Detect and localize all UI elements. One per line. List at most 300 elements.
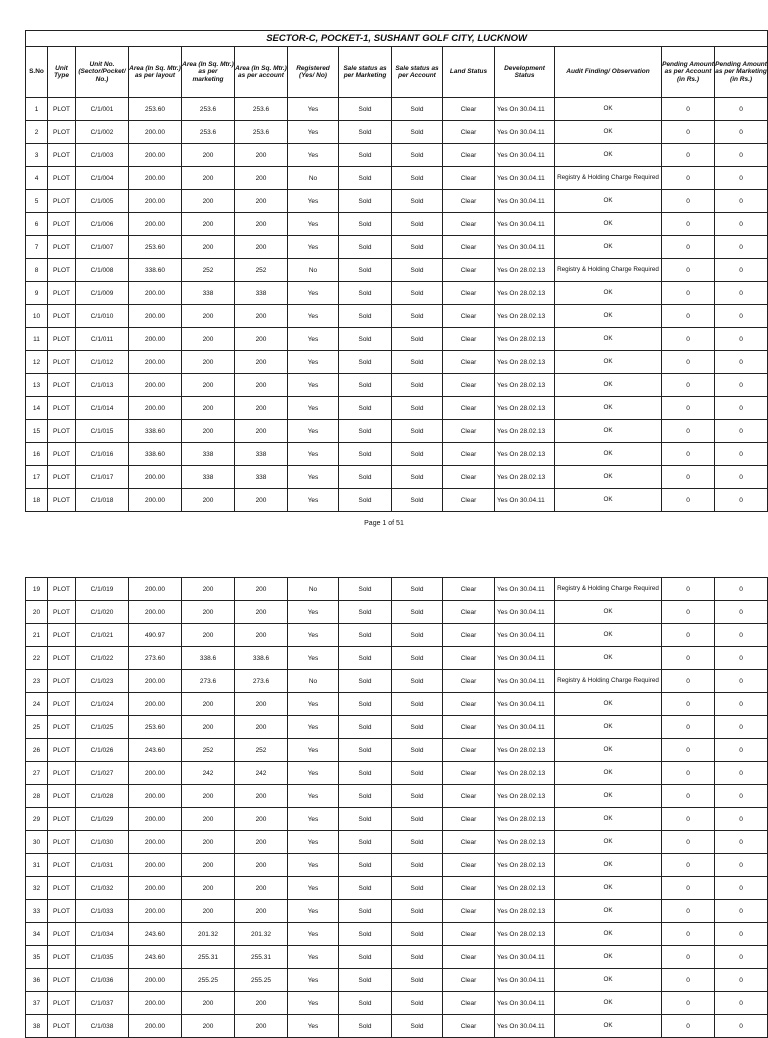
serial-no-cell: 28 <box>26 785 48 808</box>
development-status-cell: Yes On 28.02.13 <box>495 808 555 831</box>
land-status-cell: Clear <box>443 969 495 992</box>
table-row <box>26 877 768 900</box>
land-status-cell: Clear <box>443 213 495 236</box>
table-row <box>26 969 768 992</box>
serial-no-cell: 30 <box>26 831 48 854</box>
land-status-cell: Clear <box>443 785 495 808</box>
sale-status-marketing-cell: Sold <box>339 1015 392 1038</box>
area-layout-cell: 200.00 <box>129 374 182 397</box>
pending-account-cell: 0 <box>662 305 715 328</box>
land-status-cell: Clear <box>443 877 495 900</box>
area-account-cell: 200 <box>235 167 288 190</box>
audit-observation-cell: OK <box>555 923 662 946</box>
serial-no-cell: 4 <box>26 167 48 190</box>
audit-observation-cell: OK <box>555 1015 662 1038</box>
table-row <box>26 489 768 512</box>
column-header: S.No <box>26 47 48 98</box>
development-status-cell: Yes On 30.04.11 <box>495 693 555 716</box>
audit-observation-cell: OK <box>555 374 662 397</box>
serial-no-cell: 7 <box>26 236 48 259</box>
development-status-cell: Yes On 30.04.11 <box>495 601 555 624</box>
area-layout-cell: 243.60 <box>129 946 182 969</box>
unit-type-cell: PLOT <box>48 466 76 489</box>
area-marketing-cell: 200 <box>182 144 235 167</box>
unit-type-cell: PLOT <box>48 397 76 420</box>
table-row <box>26 762 768 785</box>
area-layout-cell: 243.60 <box>129 739 182 762</box>
sale-status-account-cell: Sold <box>392 831 443 854</box>
area-account-cell: 200 <box>235 900 288 923</box>
pending-marketing-cell: 0 <box>715 489 768 512</box>
sale-status-marketing-cell: Sold <box>339 785 392 808</box>
development-status-cell: Yes On 30.04.11 <box>495 624 555 647</box>
land-status-cell: Clear <box>443 489 495 512</box>
pending-account-cell: 0 <box>662 785 715 808</box>
registered-cell: Yes <box>288 647 339 670</box>
serial-no-cell: 16 <box>26 443 48 466</box>
area-marketing-cell: 200 <box>182 397 235 420</box>
unit-type-cell: PLOT <box>48 624 76 647</box>
audit-observation-cell: OK <box>555 854 662 877</box>
land-status-cell: Clear <box>443 923 495 946</box>
development-status-cell: Yes On 28.02.13 <box>495 923 555 946</box>
sale-status-account-cell: Sold <box>392 98 443 121</box>
area-account-cell: 338 <box>235 282 288 305</box>
sale-status-marketing-cell: Sold <box>339 328 392 351</box>
development-status-cell: Yes On 28.02.13 <box>495 739 555 762</box>
unit-type-cell: PLOT <box>48 1015 76 1038</box>
pending-account-cell: 0 <box>662 670 715 693</box>
sale-status-account-cell: Sold <box>392 328 443 351</box>
area-marketing-cell: 200 <box>182 167 235 190</box>
registered-cell: Yes <box>288 762 339 785</box>
pending-account-cell: 0 <box>662 351 715 374</box>
pending-account-cell: 0 <box>662 739 715 762</box>
land-status-cell: Clear <box>443 946 495 969</box>
pending-account-cell: 0 <box>662 831 715 854</box>
development-status-cell: Yes On 28.02.13 <box>495 900 555 923</box>
unit-type-cell: PLOT <box>48 716 76 739</box>
sale-status-account-cell: Sold <box>392 282 443 305</box>
pending-account-cell: 0 <box>662 877 715 900</box>
column-header: Area (In Sq. Mtr.) as per layout <box>129 47 182 98</box>
sale-status-account-cell: Sold <box>392 601 443 624</box>
pending-account-cell: 0 <box>662 716 715 739</box>
area-marketing-cell: 200 <box>182 992 235 1015</box>
unit-type-cell: PLOT <box>48 785 76 808</box>
sale-status-marketing-cell: Sold <box>339 624 392 647</box>
column-header: Development Status <box>495 47 555 98</box>
area-account-cell: 200 <box>235 578 288 601</box>
table-row <box>26 647 768 670</box>
area-layout-cell: 338.60 <box>129 420 182 443</box>
serial-no-cell: 20 <box>26 601 48 624</box>
table-row <box>26 992 768 1015</box>
pending-marketing-cell: 0 <box>715 670 768 693</box>
audit-observation-cell: OK <box>555 121 662 144</box>
pending-marketing-cell: 0 <box>715 831 768 854</box>
development-status-cell: Yes On 28.02.13 <box>495 443 555 466</box>
table-row <box>26 420 768 443</box>
unit-no-cell: C/1/014 <box>76 397 129 420</box>
sale-status-account-cell: Sold <box>392 578 443 601</box>
serial-no-cell: 18 <box>26 489 48 512</box>
area-account-cell: 200 <box>235 831 288 854</box>
development-status-cell: Yes On 28.02.13 <box>495 282 555 305</box>
serial-no-cell: 10 <box>26 305 48 328</box>
table-row <box>26 854 768 877</box>
registered-cell: No <box>288 578 339 601</box>
sale-status-account-cell: Sold <box>392 670 443 693</box>
area-account-cell: 200 <box>235 374 288 397</box>
audit-observation-cell: OK <box>555 900 662 923</box>
serial-no-cell: 13 <box>26 374 48 397</box>
table-row <box>26 900 768 923</box>
unit-no-cell: C/1/032 <box>76 877 129 900</box>
pending-account-cell: 0 <box>662 489 715 512</box>
area-account-cell: 200 <box>235 624 288 647</box>
serial-no-cell: 21 <box>26 624 48 647</box>
audit-observation-cell: Registry & Holding Charge Required <box>555 578 662 601</box>
unit-no-cell: C/1/003 <box>76 144 129 167</box>
table-row <box>26 693 768 716</box>
table-row <box>26 374 768 397</box>
column-header: Land Status <box>443 47 495 98</box>
area-account-cell: 200 <box>235 785 288 808</box>
pending-marketing-cell: 0 <box>715 854 768 877</box>
land-status-cell: Clear <box>443 259 495 282</box>
area-marketing-cell: 338.6 <box>182 647 235 670</box>
serial-no-cell: 14 <box>26 397 48 420</box>
area-account-cell: 338.6 <box>235 647 288 670</box>
unit-type-cell: PLOT <box>48 854 76 877</box>
pending-marketing-cell: 0 <box>715 167 768 190</box>
serial-no-cell: 25 <box>26 716 48 739</box>
area-layout-cell: 200.00 <box>129 578 182 601</box>
development-status-cell: Yes On 30.04.11 <box>495 213 555 236</box>
unit-type-cell: PLOT <box>48 213 76 236</box>
sale-status-marketing-cell: Sold <box>339 397 392 420</box>
unit-no-cell: C/1/022 <box>76 647 129 670</box>
page-title: SECTOR-C, POCKET-1, SUSHANT GOLF CITY, LUCKNOW <box>26 31 768 47</box>
audit-observation-cell: OK <box>555 397 662 420</box>
development-status-cell: Yes On 30.04.11 <box>495 167 555 190</box>
unit-type-cell: PLOT <box>48 374 76 397</box>
sale-status-marketing-cell: Sold <box>339 466 392 489</box>
table-row <box>26 670 768 693</box>
pending-marketing-cell: 0 <box>715 624 768 647</box>
serial-no-cell: 36 <box>26 969 48 992</box>
sale-status-marketing-cell: Sold <box>339 831 392 854</box>
unit-no-cell: C/1/024 <box>76 693 129 716</box>
area-marketing-cell: 200 <box>182 578 235 601</box>
area-layout-cell: 200.00 <box>129 601 182 624</box>
sale-status-marketing-cell: Sold <box>339 762 392 785</box>
serial-no-cell: 17 <box>26 466 48 489</box>
development-status-cell: Yes On 28.02.13 <box>495 854 555 877</box>
area-account-cell: 200 <box>235 716 288 739</box>
sale-status-account-cell: Sold <box>392 946 443 969</box>
area-account-cell: 200 <box>235 236 288 259</box>
development-status-cell: Yes On 30.04.11 <box>495 98 555 121</box>
unit-no-cell: C/1/006 <box>76 213 129 236</box>
registered-cell: Yes <box>288 397 339 420</box>
serial-no-cell: 24 <box>26 693 48 716</box>
area-marketing-cell: 200 <box>182 624 235 647</box>
unit-type-cell: PLOT <box>48 98 76 121</box>
development-status-cell: Yes On 28.02.13 <box>495 397 555 420</box>
pending-account-cell: 0 <box>662 121 715 144</box>
unit-no-cell: C/1/004 <box>76 167 129 190</box>
serial-no-cell: 34 <box>26 923 48 946</box>
development-status-cell: Yes On 30.04.11 <box>495 670 555 693</box>
sale-status-account-cell: Sold <box>392 1015 443 1038</box>
development-status-cell: Yes On 28.02.13 <box>495 420 555 443</box>
sale-status-marketing-cell: Sold <box>339 716 392 739</box>
unit-no-cell: C/1/008 <box>76 259 129 282</box>
table-row <box>26 351 768 374</box>
audit-observation-cell: OK <box>555 739 662 762</box>
land-status-cell: Clear <box>443 808 495 831</box>
area-layout-cell: 200.00 <box>129 854 182 877</box>
pending-marketing-cell: 0 <box>715 443 768 466</box>
unit-no-cell: C/1/002 <box>76 121 129 144</box>
area-marketing-cell: 200 <box>182 190 235 213</box>
land-status-cell: Clear <box>443 144 495 167</box>
table-row <box>26 739 768 762</box>
unit-no-cell: C/1/033 <box>76 900 129 923</box>
development-status-cell: Yes On 28.02.13 <box>495 374 555 397</box>
pending-account-cell: 0 <box>662 443 715 466</box>
unit-no-cell: C/1/015 <box>76 420 129 443</box>
serial-no-cell: 29 <box>26 808 48 831</box>
unit-no-cell: C/1/023 <box>76 670 129 693</box>
audit-observation-cell: OK <box>555 489 662 512</box>
area-account-cell: 200 <box>235 397 288 420</box>
pending-account-cell: 0 <box>662 167 715 190</box>
area-layout-cell: 338.60 <box>129 259 182 282</box>
audit-observation-cell: OK <box>555 877 662 900</box>
development-status-cell: Yes On 28.02.13 <box>495 831 555 854</box>
unit-type-cell: PLOT <box>48 808 76 831</box>
registered-cell: Yes <box>288 923 339 946</box>
area-account-cell: 252 <box>235 259 288 282</box>
area-marketing-cell: 200 <box>182 489 235 512</box>
sale-status-marketing-cell: Sold <box>339 877 392 900</box>
area-layout-cell: 200.00 <box>129 328 182 351</box>
unit-type-cell: PLOT <box>48 236 76 259</box>
registered-cell: Yes <box>288 739 339 762</box>
area-layout-cell: 200.00 <box>129 121 182 144</box>
sale-status-account-cell: Sold <box>392 992 443 1015</box>
area-account-cell: 200 <box>235 328 288 351</box>
sale-status-account-cell: Sold <box>392 443 443 466</box>
unit-no-cell: C/1/013 <box>76 374 129 397</box>
unit-no-cell: C/1/019 <box>76 578 129 601</box>
serial-no-cell: 32 <box>26 877 48 900</box>
units-table-page-1 <box>25 30 768 512</box>
pending-account-cell: 0 <box>662 190 715 213</box>
sale-status-account-cell: Sold <box>392 190 443 213</box>
sale-status-marketing-cell: Sold <box>339 420 392 443</box>
registered-cell: Yes <box>288 466 339 489</box>
area-marketing-cell: 200 <box>182 877 235 900</box>
table-row <box>26 167 768 190</box>
unit-no-cell: C/1/030 <box>76 831 129 854</box>
area-account-cell: 200 <box>235 213 288 236</box>
registered-cell: Yes <box>288 900 339 923</box>
table-row <box>26 305 768 328</box>
area-account-cell: 200 <box>235 877 288 900</box>
page-number: Page 1 of 51 <box>364 520 404 527</box>
area-marketing-cell: 273.6 <box>182 670 235 693</box>
area-account-cell: 200 <box>235 693 288 716</box>
land-status-cell: Clear <box>443 992 495 1015</box>
area-marketing-cell: 338 <box>182 443 235 466</box>
sale-status-marketing-cell: Sold <box>339 282 392 305</box>
table-row <box>26 831 768 854</box>
audit-observation-cell: OK <box>555 466 662 489</box>
pending-account-cell: 0 <box>662 808 715 831</box>
sale-status-account-cell: Sold <box>392 397 443 420</box>
pending-marketing-cell: 0 <box>715 923 768 946</box>
land-status-cell: Clear <box>443 374 495 397</box>
unit-type-cell: PLOT <box>48 992 76 1015</box>
pending-account-cell: 0 <box>662 693 715 716</box>
audit-observation-cell: OK <box>555 236 662 259</box>
land-status-cell: Clear <box>443 578 495 601</box>
audit-observation-cell: OK <box>555 98 662 121</box>
serial-no-cell: 35 <box>26 946 48 969</box>
audit-observation-cell: OK <box>555 647 662 670</box>
area-layout-cell: 200.00 <box>129 466 182 489</box>
area-layout-cell: 200.00 <box>129 144 182 167</box>
serial-no-cell: 38 <box>26 1015 48 1038</box>
audit-observation-cell: OK <box>555 351 662 374</box>
land-status-cell: Clear <box>443 1015 495 1038</box>
sale-status-account-cell: Sold <box>392 969 443 992</box>
land-status-cell: Clear <box>443 670 495 693</box>
area-layout-cell: 200.00 <box>129 190 182 213</box>
area-marketing-cell: 338 <box>182 466 235 489</box>
development-status-cell: Yes On 28.02.13 <box>495 762 555 785</box>
registered-cell: Yes <box>288 236 339 259</box>
audit-observation-cell: OK <box>555 946 662 969</box>
development-status-cell: Yes On 30.04.11 <box>495 647 555 670</box>
area-account-cell: 338 <box>235 443 288 466</box>
sale-status-account-cell: Sold <box>392 121 443 144</box>
area-marketing-cell: 200 <box>182 351 235 374</box>
development-status-cell: Yes On 30.04.11 <box>495 578 555 601</box>
area-marketing-cell: 200 <box>182 831 235 854</box>
pending-account-cell: 0 <box>662 259 715 282</box>
registered-cell: Yes <box>288 854 339 877</box>
unit-type-cell: PLOT <box>48 167 76 190</box>
registered-cell: Yes <box>288 693 339 716</box>
registered-cell: Yes <box>288 121 339 144</box>
sale-status-account-cell: Sold <box>392 144 443 167</box>
area-marketing-cell: 200 <box>182 1015 235 1038</box>
land-status-cell: Clear <box>443 762 495 785</box>
area-marketing-cell: 252 <box>182 259 235 282</box>
unit-no-cell: C/1/007 <box>76 236 129 259</box>
unit-no-cell: C/1/016 <box>76 443 129 466</box>
unit-type-cell: PLOT <box>48 121 76 144</box>
area-account-cell: 200 <box>235 305 288 328</box>
pending-account-cell: 0 <box>662 420 715 443</box>
area-marketing-cell: 253.6 <box>182 121 235 144</box>
serial-no-cell: 3 <box>26 144 48 167</box>
unit-no-cell: C/1/029 <box>76 808 129 831</box>
pending-account-cell: 0 <box>662 397 715 420</box>
area-layout-cell: 200.00 <box>129 785 182 808</box>
sale-status-marketing-cell: Sold <box>339 946 392 969</box>
column-header: Pending Amount as per Account (in Rs.) <box>662 47 715 98</box>
sale-status-marketing-cell: Sold <box>339 374 392 397</box>
land-status-cell: Clear <box>443 716 495 739</box>
pending-marketing-cell: 0 <box>715 282 768 305</box>
pending-account-cell: 0 <box>662 946 715 969</box>
area-layout-cell: 200.00 <box>129 1015 182 1038</box>
sale-status-marketing-cell: Sold <box>339 121 392 144</box>
table-row <box>26 716 768 739</box>
pending-marketing-cell: 0 <box>715 259 768 282</box>
sale-status-marketing-cell: Sold <box>339 808 392 831</box>
area-layout-cell: 200.00 <box>129 305 182 328</box>
serial-no-cell: 23 <box>26 670 48 693</box>
area-marketing-cell: 252 <box>182 739 235 762</box>
sale-status-account-cell: Sold <box>392 716 443 739</box>
area-layout-cell: 200.00 <box>129 670 182 693</box>
pending-marketing-cell: 0 <box>715 121 768 144</box>
land-status-cell: Clear <box>443 167 495 190</box>
sale-status-account-cell: Sold <box>392 236 443 259</box>
sale-status-marketing-cell: Sold <box>339 578 392 601</box>
unit-no-cell: C/1/011 <box>76 328 129 351</box>
development-status-cell: Yes On 30.04.11 <box>495 716 555 739</box>
registered-cell: Yes <box>288 305 339 328</box>
area-layout-cell: 253.60 <box>129 98 182 121</box>
area-marketing-cell: 255.31 <box>182 946 235 969</box>
audit-observation-cell: OK <box>555 190 662 213</box>
table-row <box>26 397 768 420</box>
development-status-cell: Yes On 30.04.11 <box>495 946 555 969</box>
unit-no-cell: C/1/010 <box>76 305 129 328</box>
area-layout-cell: 200.00 <box>129 282 182 305</box>
table-row <box>26 466 768 489</box>
registered-cell: Yes <box>288 144 339 167</box>
area-marketing-cell: 200 <box>182 213 235 236</box>
unit-type-cell: PLOT <box>48 190 76 213</box>
audit-observation-cell: Registry & Holding Charge Required <box>555 670 662 693</box>
registered-cell: Yes <box>288 877 339 900</box>
sale-status-account-cell: Sold <box>392 374 443 397</box>
table-row <box>26 259 768 282</box>
table-row <box>26 282 768 305</box>
area-account-cell: 253.6 <box>235 121 288 144</box>
area-account-cell: 200 <box>235 601 288 624</box>
development-status-cell: Yes On 30.04.11 <box>495 121 555 144</box>
pending-marketing-cell: 0 <box>715 877 768 900</box>
audit-observation-cell: OK <box>555 969 662 992</box>
unit-type-cell: PLOT <box>48 601 76 624</box>
development-status-cell: Yes On 30.04.11 <box>495 992 555 1015</box>
audit-observation-cell: OK <box>555 282 662 305</box>
unit-type-cell: PLOT <box>48 739 76 762</box>
pending-account-cell: 0 <box>662 992 715 1015</box>
unit-no-cell: C/1/017 <box>76 466 129 489</box>
sale-status-account-cell: Sold <box>392 167 443 190</box>
